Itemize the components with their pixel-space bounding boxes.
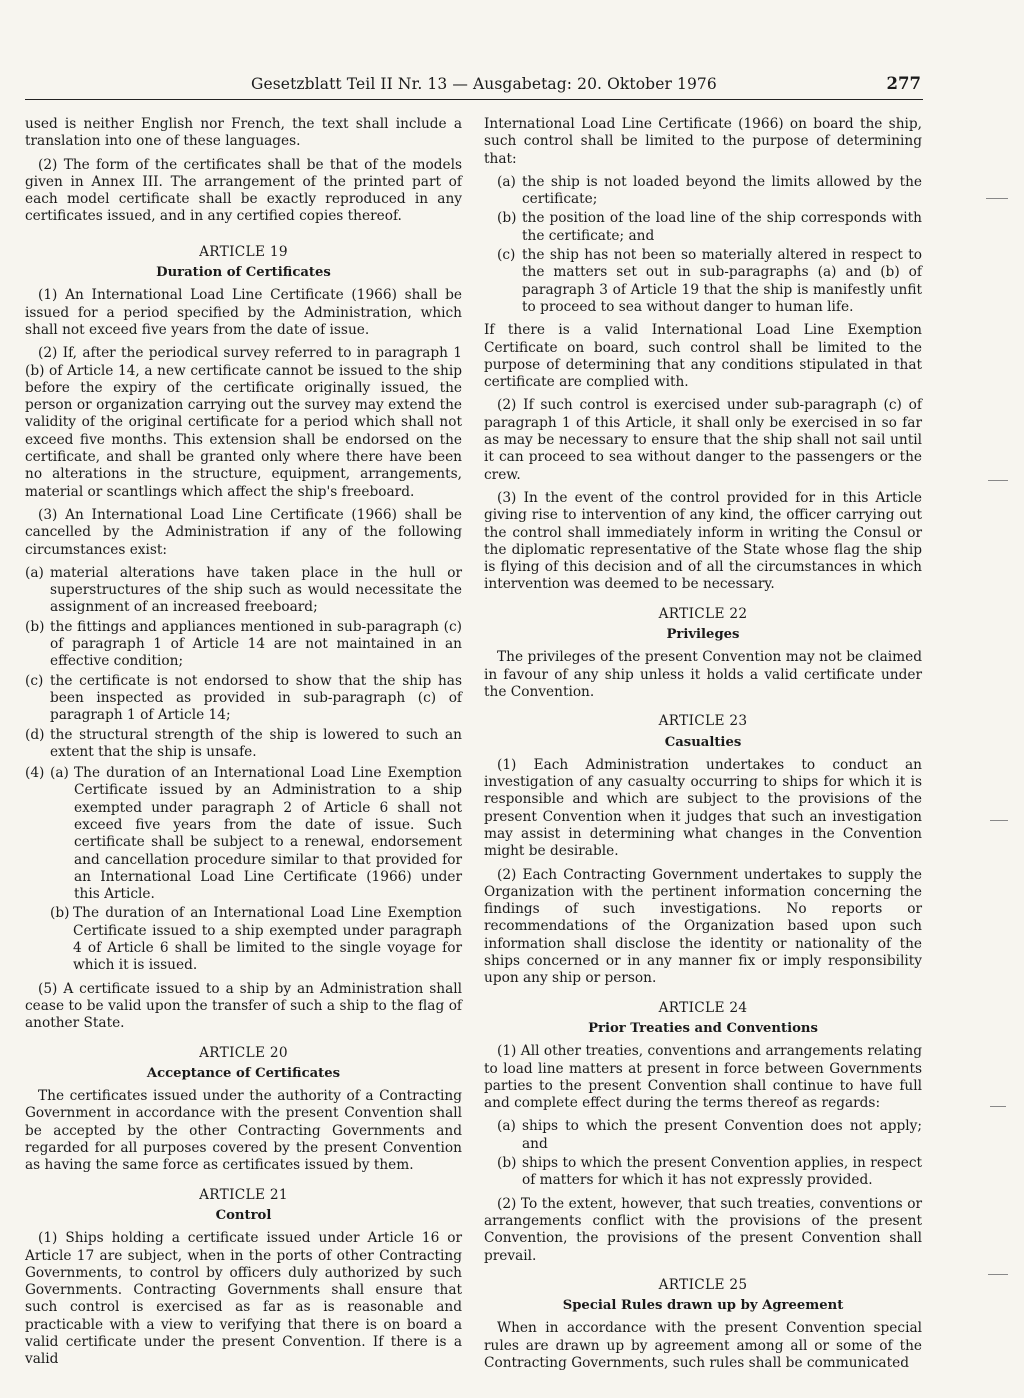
article-19-heading: ARTICLE 19 bbox=[199, 243, 288, 260]
list-item-text: ships to which the present Convention applies, in respect of matters for which it has not expressly provided. bbox=[522, 1155, 922, 1189]
list-item-label: (a) bbox=[50, 765, 69, 782]
paragraph: (1) All other treaties, conventions and arrangements relating to load line matters at present in force between Governments parties to the present Convention shall continue to have full and complete effect during the terms thereof as regards: bbox=[484, 1043, 922, 1112]
paragraph: (2) If, after the periodical survey referred to in paragraph 1 (b) of Article 14, a new certificate cannot be issued to the ship before the expiry of the certificate originally issued, the person or organization carrying out the survey may extend the validity of the original certificate for a period which shall not exceed five months. This extension shall be endorsed on the certificate, and shall be granted only where there have been no alterations in the structure, equipment, arrangements, material or scantlings which affect the ship's freeboard. bbox=[25, 345, 462, 500]
list-item-label: (b) bbox=[25, 618, 45, 635]
scan-mark bbox=[988, 1274, 1008, 1275]
article-24-heading: ARTICLE 24 bbox=[658, 999, 748, 1016]
list-item-text: the fittings and appliances mentioned in sub-paragraph (c) of paragraph 1 of Article 14 are not maintained in an effective condition; bbox=[50, 618, 462, 670]
list-item-label: (b) bbox=[497, 210, 517, 227]
page-number: 277 bbox=[886, 74, 921, 93]
list-item bbox=[484, 1155, 922, 1190]
header-title: Gesetzblatt Teil II Nr. 13 — Ausgabetag: 20. Oktober 1976 bbox=[251, 75, 717, 93]
list-item-text: the certificate is not endorsed to show that the ship has been inspected as provided in sub-paragraph (c) of paragraph 1 of Article 14; bbox=[50, 672, 462, 724]
article-21-heading: ARTICLE 21 bbox=[199, 1186, 288, 1203]
article-20-heading: ARTICLE 20 bbox=[199, 1044, 288, 1061]
paragraph: (1) Ships holding a certificate issued under Article 16 or Article 17 are subject, when in the ports of other Contracting Governments, to control by officers duly authorized by such Governments. Contracting Governments shall ensure that such control is exercised as far as is reasonable and practicable with a view to verifying that there is on board a valid certificate under the present Convention. If there is a valid bbox=[25, 1230, 462, 1368]
right-column bbox=[484, 116, 922, 1378]
article-22-heading: ARTICLE 22 bbox=[658, 605, 748, 622]
list-item bbox=[484, 174, 922, 209]
paragraph: (5) A certificate issued to a ship by an Administration shall cease to be valid upon the transfer of such a ship to the flag of another State. bbox=[25, 980, 462, 1032]
list-item bbox=[484, 210, 922, 245]
article-23-heading: ARTICLE 23 bbox=[658, 713, 748, 730]
list-item-label: (d) bbox=[25, 726, 45, 743]
list-item bbox=[484, 1118, 922, 1153]
list-item bbox=[25, 905, 462, 974]
list-item-text: the ship is not loaded beyond the limits allowed by the certificate; bbox=[522, 173, 922, 208]
list-item-text: the structural strength of the ship is lowered to such an extent that the ship is unsafe. bbox=[50, 726, 462, 760]
paragraph: The certificates issued under the authority of a Contracting Government in accordance with the present Convention shall be accepted by the other Contracting Governments and regarded for all purposes covered by the present Convention as having the same force as certificates issued by them. bbox=[25, 1088, 462, 1174]
article-22-title: Privileges bbox=[666, 627, 740, 643]
list-item bbox=[25, 673, 462, 725]
article-23-title: Casualties bbox=[664, 734, 742, 750]
paragraph: (2) To the extent, however, that such treaties, conventions or arrangements conflict with the provisions of the present Convention, the provisions of the present Convention shall prevail. bbox=[484, 1195, 922, 1264]
article-20-title: Acceptance of Certificates bbox=[146, 1065, 341, 1081]
list-item-label: (b) bbox=[50, 905, 70, 922]
running-header bbox=[25, 75, 923, 100]
paragraph: (1) Each Administration undertakes to conduct an investigation of any casualty occurring to ships for which it is responsible and which are subject to the provisions of the present Convention when it judges that such an investigation may assist in determining what changes in the Convention might be desirable. bbox=[484, 756, 922, 860]
list-item-label: (a) bbox=[497, 1118, 516, 1135]
paragraph: (2) If such control is exercised under sub-paragraph (c) of paragraph 1 of this Article, it shall only be exercised in so far as may be necessary to ensure that the ship shall not sail until it can proceed to sea without danger to the passengers or the crew. bbox=[484, 397, 922, 483]
article-25-heading: ARTICLE 25 bbox=[658, 1276, 748, 1293]
article-24-title: Prior Treaties and Conventions bbox=[588, 1020, 818, 1036]
list-item-text: material alterations have taken place in the hull or superstructures of the ship such as would necessitate the assignment of an increased freeboard; bbox=[50, 564, 462, 616]
scan-mark bbox=[990, 1106, 1006, 1107]
list-item bbox=[25, 765, 462, 903]
article-25-title: Special Rules drawn up by Agreement bbox=[562, 1298, 844, 1314]
paragraph: (3) In the event of the control provided for in this Article giving rise to intervention of any kind, the officer carrying out the control shall immediately inform in writing the Consul or the diplomatic representative of the State whose flag the ship is flying of this decision and of all the circumstances in which intervention was deemed to be necessary. bbox=[484, 489, 922, 593]
list-item-label: (c) bbox=[25, 672, 44, 689]
article-19-title: Duration of Certificates bbox=[156, 265, 331, 281]
list-item-text: The duration of an International Load Line Exemption Certificate issued by an Administration to a ship exempted under paragraph 2 of Article 6 shall not exceed five years from the date of issue. Such certificate shall be subject to a renewal, endorsement and cancellation procedure similar to that provided for an International Load Line Certificate (1966) under this Article. bbox=[74, 765, 462, 903]
list-item-text: the position of the load line of the ship corresponds with the certificate; and bbox=[522, 210, 922, 244]
list-item-label: (a) bbox=[497, 173, 516, 190]
paragraph: When in accordance with the present Convention special rules are drawn up by agreement among all or some of the Contracting Governments, such rules shall be communicated bbox=[484, 1320, 922, 1371]
list-item bbox=[25, 619, 462, 671]
paragraph: International Load Line Certificate (1966) on board the ship, such control shall be limited to the purpose of determining that: bbox=[484, 116, 922, 167]
left-column bbox=[25, 116, 462, 1375]
list-item-text: ships to which the present Convention does not apply; and bbox=[522, 1118, 922, 1152]
paragraph: If there is a valid International Load Line Exemption Certificate on board, such control shall be limited to the purpose of determining that any conditions stipulated in that certificate are complied with. bbox=[484, 322, 922, 391]
article-21-title: Control bbox=[215, 1207, 272, 1223]
paragraph: (2) Each Contracting Government undertakes to supply the Organization with the pertinent information concerning the findings of such investigations. No reports or recommendations of the Organization based upon such information shall disclose the identity or nationality of the ships concerned or in any manner fix or imply responsibility upon any ship or person. bbox=[484, 866, 922, 987]
paragraph: used is neither English nor French, the text shall include a translation into one of these languages. bbox=[25, 116, 462, 150]
paragraph: The privileges of the present Convention may not be claimed in favour of any ship unless it holds a valid certificate under the Convention. bbox=[484, 649, 922, 700]
paragraph: (3) An International Load Line Certificate (1966) shall be cancelled by the Administration if any of the following circumstances exist: bbox=[25, 506, 462, 558]
list-item bbox=[25, 727, 462, 762]
list-item bbox=[484, 247, 922, 316]
list-item-text: the ship has not been so materially altered in respect to the matters set out in sub-paragraphs (a) and (b) of paragraph 3 of Article 19 that the ship is manifestly unfit to proceed to sea without danger to human life. bbox=[522, 247, 922, 315]
list-item-label: (b) bbox=[497, 1155, 517, 1172]
paragraph: (1) An International Load Line Certificate (1966) shall be issued for a period specified by the Administration, which shall not exceed five years from the date of issue. bbox=[25, 287, 462, 338]
list-item bbox=[25, 565, 462, 617]
scan-mark bbox=[986, 198, 1008, 199]
paragraph: (2) The form of the certificates shall be that of the models given in Annex III. The arrangement of the printed part of each model certificate shall be exactly reproduced in any certificates issued, and in any certified copies thereof. bbox=[25, 156, 462, 225]
list-item-text: The duration of an International Load Line Exemption Certificate issued to a ship exempted under paragraph 4 of Article 6 shall be limited to the single voyage for which it is issued. bbox=[73, 905, 462, 974]
list-item-label: (c) bbox=[497, 247, 516, 264]
scan-mark bbox=[988, 480, 1008, 481]
list-item-label: (4) bbox=[25, 765, 45, 782]
scan-mark bbox=[990, 820, 1008, 821]
list-item-label: (a) bbox=[25, 564, 44, 581]
